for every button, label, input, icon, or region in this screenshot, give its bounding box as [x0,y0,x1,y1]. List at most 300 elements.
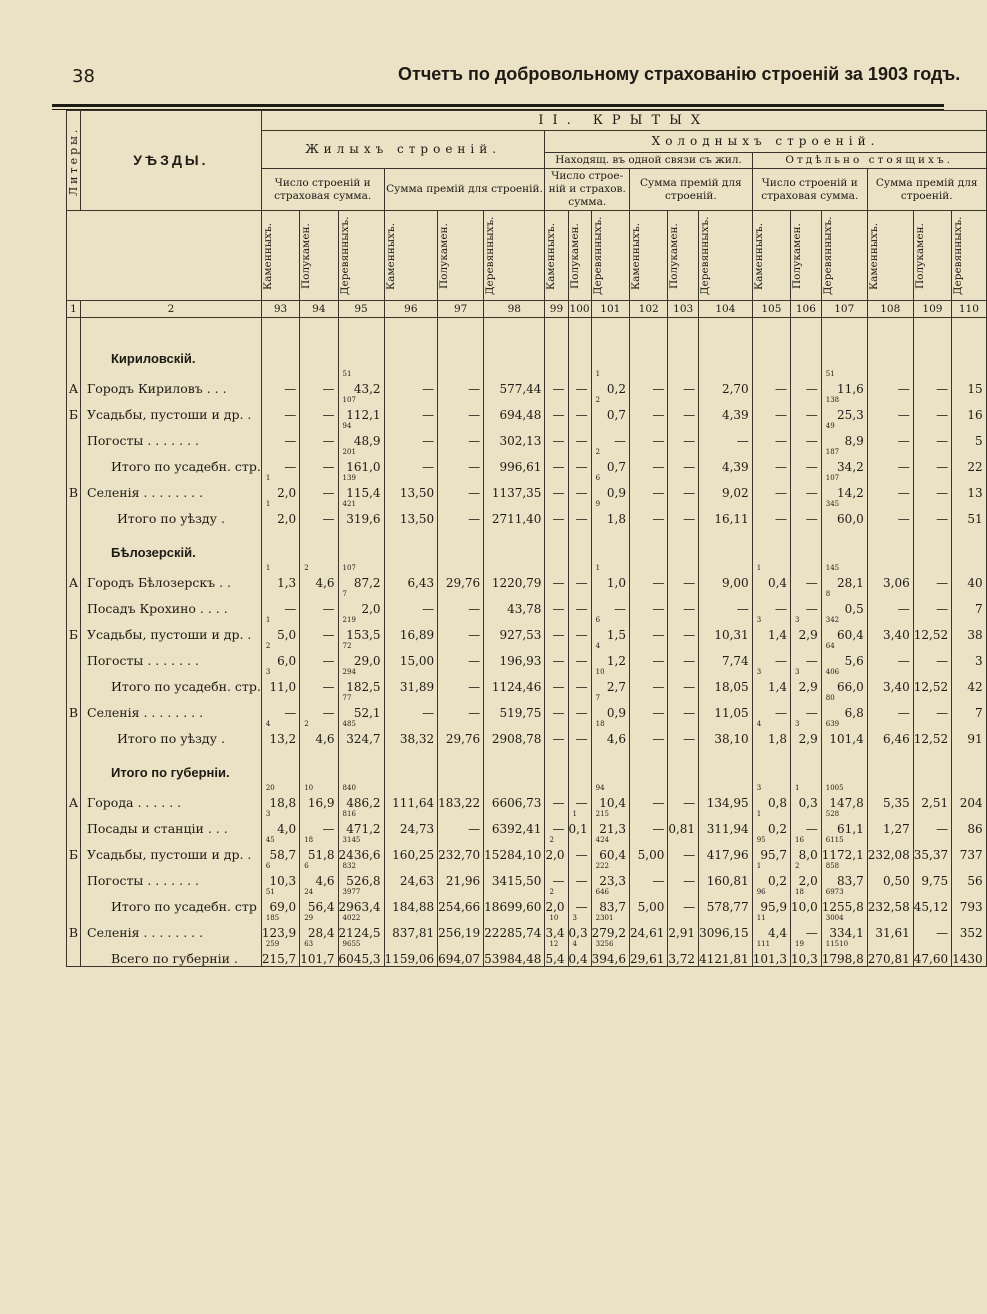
row-letter: А [67,370,81,396]
cell-value: 1,8 [767,732,788,746]
data-cell [545,810,568,836]
cell-value: 417,96 [706,848,749,862]
data-cell [545,500,568,526]
data-cell [300,784,338,810]
cell-value: — [652,732,665,746]
cell-value: 837,81 [392,926,435,940]
count-value: 24 [304,888,314,896]
cell-value: — [552,602,565,616]
data-cell [300,564,338,590]
data-cell [791,836,822,862]
cell-value: 112,1 [346,408,381,422]
table-row [67,940,987,967]
cell-value: — [805,576,818,590]
cell-value: — [575,408,588,422]
row-label: Города . . . . . . [81,784,262,810]
data-cell [791,396,822,422]
cell-value: — [652,486,665,500]
cell-value: — [284,602,297,616]
data-cell [699,720,753,746]
data-cell [867,642,913,668]
data-cell [629,422,667,448]
cell-value: 24,73 [399,822,435,836]
data-cell [913,940,951,967]
cell-value: 161,0 [346,460,381,474]
type-header-text: Каменныхъ. [384,221,397,290]
data-cell [261,396,299,422]
empty-cell [338,332,384,370]
spacer-cell [300,318,338,333]
data-cell [821,616,867,642]
cell-value: 486,2 [346,796,381,810]
empty-cell [752,332,790,370]
count-value: 259 [265,940,280,948]
data-cell [438,370,484,396]
type-header-text: Деревянныхъ. [591,216,604,295]
count-value: 138 [825,396,840,404]
data-cell [261,642,299,668]
type-header-text: Каменныхъ. [867,221,880,290]
empty-cell [791,526,822,564]
row-label: Погосты . . . . . . . [81,422,262,448]
data-cell [438,590,484,616]
data-cell [438,914,484,940]
cell-value: — [683,900,696,914]
empty-cell [438,526,484,564]
cell-value: 2,9 [798,628,818,642]
count-value: 294 [342,668,356,676]
count-value: 10 [595,668,605,676]
cell-value: 45,12 [913,900,949,914]
count-value: 485 [342,720,356,728]
data-cell [384,668,438,694]
cell-value: 1,3 [277,576,297,590]
cell-value: — [468,654,481,668]
cell-value: — [552,382,565,396]
cell-value: 23,3 [599,874,626,888]
data-cell [338,940,384,967]
cell-value: 184,88 [392,900,435,914]
count-value: 107 [342,396,356,404]
data-cell [952,474,987,500]
empty-cell [791,746,822,784]
count-value: 45 [265,836,275,844]
page-title: Отчетъ по добровольному страхованію строеній за 1903 годъ. [398,64,961,84]
count-value: 3 [572,914,577,922]
data-cell [867,810,913,836]
empty-cell [913,332,951,370]
data-cell [668,836,699,862]
spacer-cell [791,318,822,333]
data-cell [338,590,384,616]
cell-value: 21,3 [599,822,626,836]
data-cell [952,642,987,668]
empty-cell [591,332,629,370]
data-cell [913,784,951,810]
data-cell [791,590,822,616]
section-title: Итого по губерніи. [81,746,262,784]
data-cell [867,784,913,810]
data-cell [629,940,667,967]
cell-value: 60,0 [837,512,864,526]
table-row [67,474,987,500]
cell-value: — [897,512,910,526]
cell-value: — [683,382,696,396]
spacer-cell [67,318,81,333]
empty-cell [438,332,484,370]
row-label: Селенія . . . . . . . . [81,694,262,720]
insurance-table [66,110,987,967]
cell-value: 3415,50 [491,874,542,888]
cell-value: 3,72 [668,952,696,966]
count-value: 2 [304,564,309,572]
cell-value: — [652,576,665,590]
data-cell [629,836,667,862]
cell-value: — [652,796,665,810]
cell-value: 279,2 [591,926,626,940]
cell-value: 86 [967,822,983,836]
empty-cell [668,332,699,370]
count-value: 1 [572,810,577,818]
data-cell [384,694,438,720]
cell-value: 6,0 [277,654,297,668]
data-cell [545,668,568,694]
data-cell [752,396,790,422]
count-value: 94 [342,422,352,430]
data-cell [752,836,790,862]
empty-cell [752,526,790,564]
cell-value: 29,0 [353,654,381,668]
empty-cell [952,332,987,370]
data-cell [952,784,987,810]
cell-value: 15 [967,382,983,396]
section-title: Бѣлозерскій. [81,526,262,564]
data-cell [591,862,629,888]
data-cell [913,888,951,914]
data-cell [591,668,629,694]
count-value: 4 [756,720,762,728]
data-cell [752,810,790,836]
count-value: 2 [304,720,309,728]
data-cell [338,862,384,888]
data-cell [821,500,867,526]
data-cell [867,720,913,746]
cell-value: 42 [967,680,983,694]
row-label: Усадьбы, пустоши и др. . [81,616,262,642]
cell-value: 3,4 [545,926,565,940]
column-number: 93 [261,301,299,318]
data-cell [545,448,568,474]
row-label: Итого по уѣзду . [81,500,262,526]
cell-value: — [575,654,588,668]
empty-cell [699,526,753,564]
data-cell [591,474,629,500]
row-label: Итого по усадебн. стр [81,888,262,914]
cell-value: — [322,822,335,836]
cell-value: 4,4 [767,926,788,940]
cell-value: 3 [975,654,983,668]
data-cell [752,888,790,914]
data-cell [668,810,699,836]
data-cell [591,940,629,967]
cell-value: — [805,512,818,526]
cell-value: — [936,486,949,500]
row-letter [67,810,81,836]
data-cell [952,810,987,836]
type-header-text: Каменныхъ. [261,221,274,290]
cell-value: 5,0 [277,628,297,642]
count-value: 421 [342,500,356,508]
empty-cell [821,746,867,784]
data-cell [545,836,568,862]
data-cell [952,396,987,422]
table-row [67,784,987,810]
cell-value: — [468,512,481,526]
data-cell [867,862,913,888]
data-cell [484,668,545,694]
cell-value: 1124,46 [491,680,542,694]
data-cell [629,810,667,836]
data-cell [867,616,913,642]
cell-value: — [322,680,335,694]
data-cell [300,668,338,694]
count-value: 11 [756,914,766,922]
data-cell [821,784,867,810]
count-value: 51 [342,370,352,378]
count-value: 96 [756,888,766,896]
cell-value: 577,44 [499,382,542,396]
row-label: Городъ Бѣлозерскъ . . [81,564,262,590]
cell-value: 3,06 [883,576,910,590]
count-value: 6 [595,616,601,624]
data-cell [752,784,790,810]
empty-cell [568,332,591,370]
data-cell [484,862,545,888]
data-cell [261,616,299,642]
cell-value: 2908,78 [491,732,542,746]
cell-value: 1430 [952,952,983,966]
cell-value: 18699,60 [484,900,542,914]
data-cell [568,642,591,668]
data-cell [867,422,913,448]
data-cell [699,694,753,720]
cell-value: 311,94 [706,822,749,836]
data-cell [545,642,568,668]
cell-value: 3096,15 [699,926,749,940]
data-cell [752,668,790,694]
cell-value: 60,4 [837,628,864,642]
data-cell [629,370,667,396]
data-cell [545,616,568,642]
cell-value: — [652,628,665,642]
data-cell [568,694,591,720]
cell-value: 10,4 [599,796,626,810]
cell-value: 1,27 [883,822,910,836]
spacer-cell [384,318,438,333]
cell-value: — [468,628,481,642]
cell-value: 48,9 [353,434,381,448]
cell-value: 183,22 [438,796,481,810]
cell-value: 4,39 [721,460,749,474]
row-letter [67,332,81,370]
data-cell [952,370,987,396]
data-cell [668,422,699,448]
cell-value: — [422,408,435,422]
data-cell [261,474,299,500]
data-cell [484,720,545,746]
cell-value: — [652,382,665,396]
cell-value: 13,2 [269,732,297,746]
data-cell [591,448,629,474]
cell-value: — [322,628,335,642]
column-number: 110 [952,301,987,318]
table-row [67,422,987,448]
spacer-cell [545,318,568,333]
cell-value: 2,0 [361,602,381,616]
row-letter [67,888,81,914]
data-cell [952,448,987,474]
data-cell [338,914,384,940]
cell-value: 6606,73 [491,796,542,810]
data-cell [913,500,951,526]
data-cell [791,668,822,694]
data-cell [821,810,867,836]
cell-value: 2436,6 [338,848,381,862]
cell-value: 996,61 [499,460,542,474]
cell-value: — [652,706,665,720]
cell-value: — [805,486,818,500]
cell-value: 29,76 [445,576,481,590]
empty-cell [568,526,591,564]
cell-value: 2,91 [668,926,696,940]
data-cell [913,694,951,720]
table-row [67,888,987,914]
data-cell [913,914,951,940]
cell-value: — [575,796,588,810]
cell-value: 0,7 [606,408,626,422]
data-cell [568,720,591,746]
data-cell [300,396,338,422]
count-value: 2 [549,888,554,896]
cell-value: 0,9 [606,706,626,720]
data-cell [668,474,699,500]
column-number: 98 [484,301,545,318]
cell-value: 4121,81 [699,952,749,966]
cell-value: 1159,06 [384,952,435,966]
data-cell [484,590,545,616]
empty-cell [300,332,338,370]
cell-value: 34,2 [837,460,864,474]
data-cell [821,862,867,888]
data-cell [438,396,484,422]
cell-value: 0,81 [668,822,696,836]
data-cell [821,836,867,862]
data-cell [338,642,384,668]
column-number: 96 [384,301,438,318]
data-cell [913,564,951,590]
cell-value: — [683,576,696,590]
cell-value: — [652,408,665,422]
data-cell [699,448,753,474]
spacer-cell [699,318,753,333]
cell-value: 29,61 [629,952,665,966]
type-header-text: Деревянныхъ. [821,216,834,295]
cell-value: 9,00 [721,576,749,590]
empty-cell [261,746,299,784]
cell-value: 927,53 [499,628,542,642]
cell-value: 7 [975,706,983,720]
data-cell [952,564,987,590]
count-value: 4 [265,720,271,728]
cell-value: — [683,654,696,668]
data-cell [261,810,299,836]
cell-value: — [552,486,565,500]
cell-value: 1220,79 [491,576,542,590]
empty-cell [545,746,568,784]
cell-value: 87,2 [353,576,381,590]
count-value: 49 [825,422,835,430]
cell-value: 1798,8 [821,952,864,966]
cell-value: 24,61 [629,926,665,940]
column-number: 95 [338,301,384,318]
data-cell [952,590,987,616]
cell-value: — [322,512,335,526]
empty-cell [261,526,299,564]
cell-value: 196,93 [499,654,542,668]
data-cell [568,810,591,836]
data-cell [484,914,545,940]
data-cell [338,474,384,500]
cell-value: 10,31 [714,628,749,642]
data-cell [952,914,987,940]
cell-value: — [575,680,588,694]
data-cell [791,784,822,810]
uezd-header: УѢЗДЫ. [81,111,262,211]
data-cell [568,564,591,590]
cell-value: 11,6 [837,382,864,396]
cell-value: — [575,512,588,526]
cell-value: 12,52 [913,732,949,746]
data-cell [300,914,338,940]
data-cell [384,422,438,448]
data-cell [261,668,299,694]
cell-value: 91 [967,732,983,746]
row-letter: В [67,914,81,940]
row-letter [67,746,81,784]
data-cell [629,474,667,500]
data-cell [545,888,568,914]
cell-value: 14,2 [837,486,864,500]
cell-value: 16,89 [399,628,435,642]
data-cell [699,642,753,668]
type-header-text: Деревянныхъ. [952,216,965,295]
data-cell [791,422,822,448]
cell-value: 123,9 [261,926,297,940]
data-cell [629,694,667,720]
type-header [438,211,484,301]
data-cell [300,940,338,967]
column-number: 1 [67,301,81,318]
data-cell [545,720,568,746]
data-cell [668,940,699,967]
data-cell [867,694,913,720]
cell-value: — [575,706,588,720]
cell-value: 394,6 [591,952,626,966]
spacer-cell [438,318,484,333]
cell-value: 5,00 [637,848,665,862]
data-cell [913,590,951,616]
cell-value: 9,02 [721,486,749,500]
